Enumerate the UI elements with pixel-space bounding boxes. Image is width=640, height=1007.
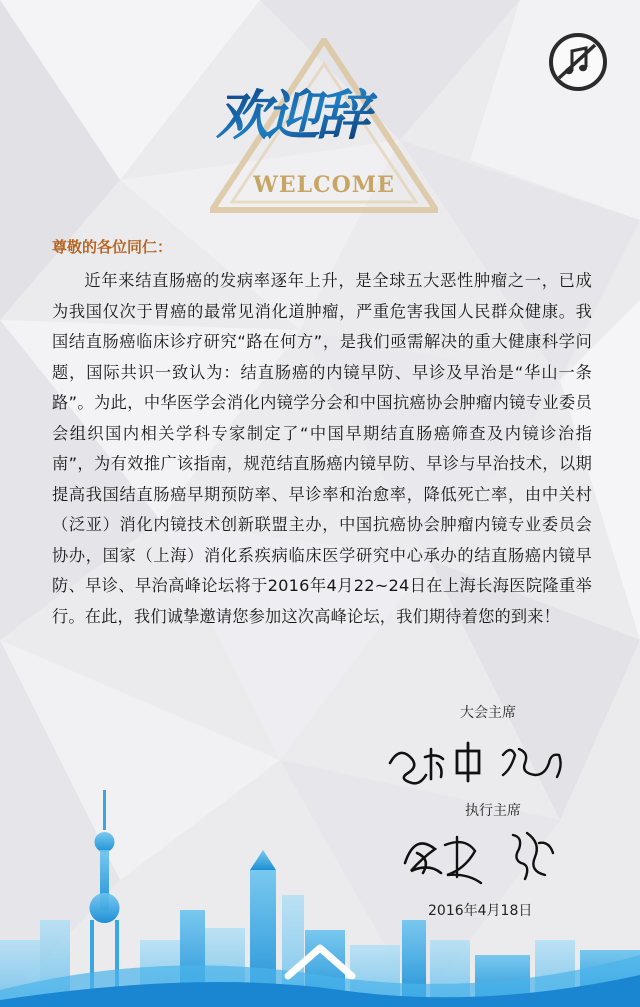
- exec-label: 执行主席: [465, 803, 521, 819]
- music-off-icon: [553, 37, 603, 87]
- chair-label: 大会主席: [460, 705, 516, 721]
- svg-text:欢迎辞: 欢迎辞: [216, 83, 366, 147]
- letter-date: 2016年4月18日: [428, 903, 533, 919]
- letter-salutation: 尊敬的各位同仁：: [52, 238, 173, 256]
- letter-body: 近年来结直肠癌的发病率逐年上升，是全球五大恶性肿瘤之一，已成为我国仅次于胃癌的最常见消化道肿瘤，严重危害我国人民群众健康。我国结直肠癌临床诊疗研究“路在何方”，是我们亟需解决的重大健康科学问题，国际共识一致认为：结直肠癌的内镜早防、早诊及早治是“华山一条路”。为此，中华医学会消化内镜学分会和中国抗癌协会肿瘤内镜专业委员会组织国内相关学科专家制定了“中国早期结直肠癌筛查及内镜诊治指南”，为有效推广该指南，规范结直肠癌内镜早防、早诊与早治技术，以期提高我国结直肠癌早期预防率、早诊率和治愈率，降低死亡率，由中关村（泛亚）消化内镜技术创新联盟主办，中国抗癌协会肿瘤内镜专业委员会协办，国家（上海）消化系疾病临床医学研究中心承办的结直肠癌内镜早防、早诊、早治高峰论坛将于2016年4月22~24日在上海长海医院隆重举行。在此，我们诚挚邀请您参加这次高峰论坛，我们期待着您的到来！: [52, 271, 592, 626]
- music-toggle-button[interactable]: [549, 33, 607, 91]
- chair-signature: [385, 733, 575, 793]
- welcome-heading: WELCOME: [253, 172, 395, 198]
- chevron-up-icon[interactable]: [280, 938, 360, 984]
- welcome-calligraphy-logo: [214, 78, 414, 148]
